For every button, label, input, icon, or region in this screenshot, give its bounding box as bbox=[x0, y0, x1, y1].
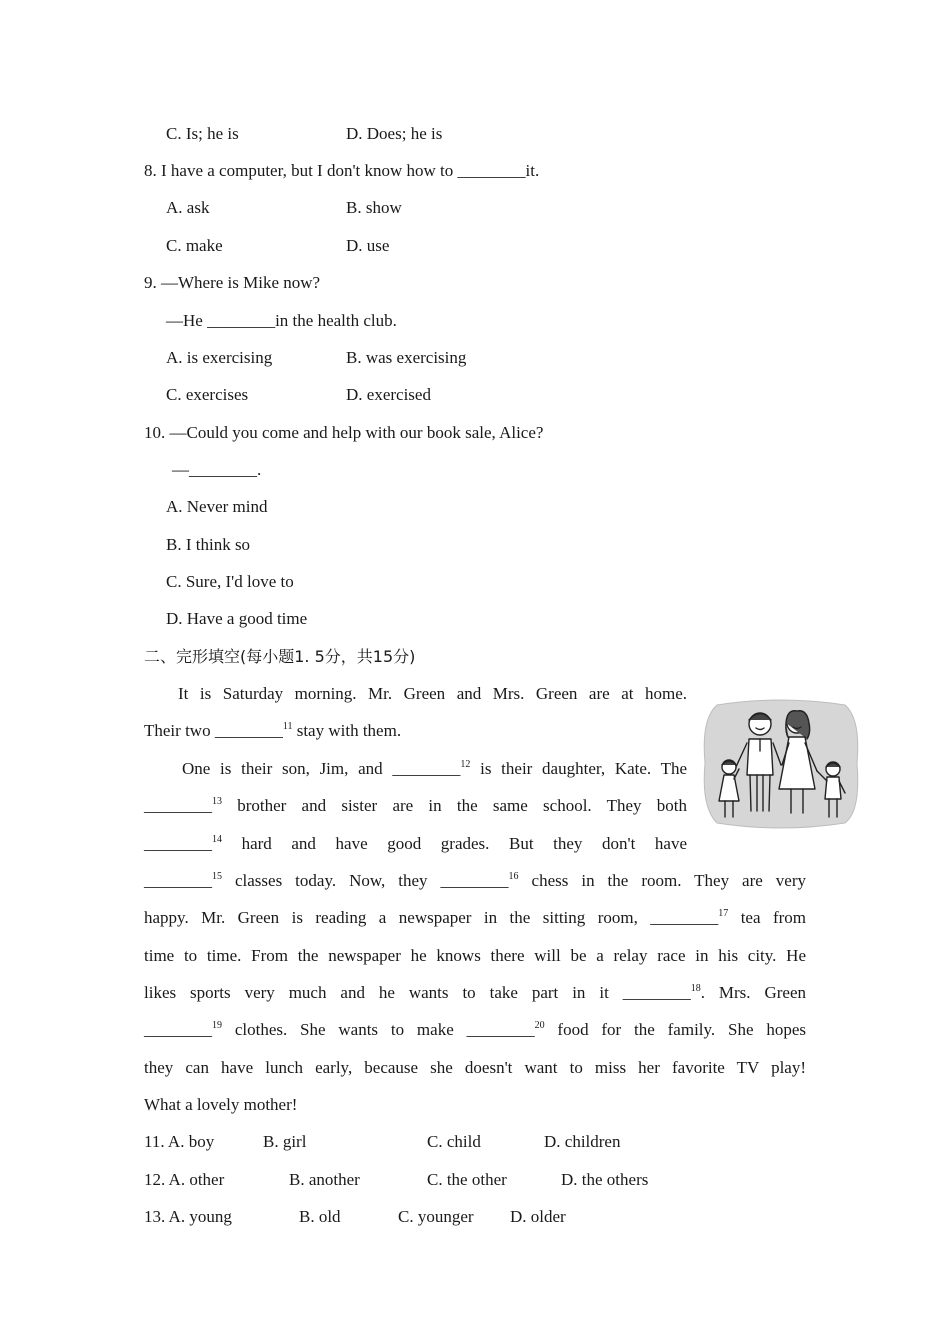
family-illustration-svg bbox=[703, 699, 859, 829]
blank-number-12: 12 bbox=[460, 759, 471, 770]
q8-option-b: B. show bbox=[346, 198, 402, 217]
blank-number-11: 11 bbox=[282, 721, 293, 732]
q12-option-a: 12. A. other bbox=[144, 1170, 225, 1189]
q11-option-b: B. girl bbox=[263, 1132, 307, 1151]
text: chess in the room. They are very bbox=[518, 871, 807, 890]
text: is their daughter, Kate. The bbox=[470, 759, 688, 778]
text: stay with them. bbox=[292, 721, 402, 740]
text: tea from bbox=[728, 908, 806, 927]
text: likes sports very much and he wants to take part in it ________ bbox=[144, 983, 691, 1002]
q13-option-c: C. younger bbox=[398, 1207, 474, 1226]
q12-option-c: C. the other bbox=[427, 1170, 507, 1189]
q8-option-c: C. make bbox=[166, 236, 223, 255]
q10-option-d: D. Have a good time bbox=[166, 609, 308, 628]
section-2-heading: 二、完形填空(每小题1. 5分，共15分) bbox=[144, 647, 416, 666]
q8-option-d: D. use bbox=[346, 236, 390, 255]
passage-line-7 bbox=[144, 907, 806, 929]
q12-option-b: B. another bbox=[289, 1170, 360, 1189]
text: hard and have good grades. But they don't have bbox=[222, 834, 687, 853]
blank-number-16: 16 bbox=[508, 871, 519, 882]
passage-line-3 bbox=[144, 758, 687, 780]
passage-line-10 bbox=[144, 1019, 806, 1041]
text: classes today. Now, they ________ bbox=[222, 871, 509, 890]
q12-option-d: D. the others bbox=[561, 1170, 649, 1189]
text: ________ bbox=[144, 796, 212, 815]
passage-line-11: they can have lunch early, because she doesn't want to miss her favorite TV play! bbox=[144, 1058, 806, 1077]
blank-number-17: 17 bbox=[718, 908, 729, 919]
blank-number-15: 15 bbox=[212, 871, 222, 882]
blank-number-20: 20 bbox=[534, 1020, 545, 1031]
text: brother and sister are in the same school. They both bbox=[222, 796, 687, 815]
text: One is their son, Jim, and ________ bbox=[182, 759, 461, 778]
q7-option-c: C. Is; he is bbox=[166, 124, 239, 143]
q13-option-d: D. older bbox=[510, 1207, 566, 1226]
q10-option-c: C. Sure, I'd love to bbox=[166, 572, 294, 591]
q9-option-c: C. exercises bbox=[166, 385, 249, 404]
passage-line-2 bbox=[144, 720, 401, 742]
text: Their two ________ bbox=[144, 721, 283, 740]
q11-option-a: 11. A. boy bbox=[144, 1132, 215, 1151]
q8-option-a: A. ask bbox=[166, 198, 210, 217]
text: ________ bbox=[144, 1020, 212, 1039]
text: ________ bbox=[144, 871, 212, 890]
q10-option-a: A. Never mind bbox=[166, 497, 268, 516]
blank-number-18: 18 bbox=[690, 983, 701, 994]
q9-option-b: B. was exercising bbox=[346, 348, 467, 367]
q8-stem: 8. I have a computer, but I don't know how to ________it. bbox=[144, 161, 540, 180]
family-illustration-icon bbox=[703, 699, 859, 829]
text: food for the family. She hopes bbox=[544, 1020, 806, 1039]
q11-option-c: C. child bbox=[427, 1132, 481, 1151]
passage-line-9 bbox=[144, 982, 806, 1004]
q11-option-d: D. children bbox=[544, 1132, 621, 1151]
blank-number-13: 13 bbox=[212, 796, 222, 807]
passage-line-12: What a lovely mother! bbox=[144, 1095, 298, 1114]
text: . Mrs. Green bbox=[700, 983, 806, 1002]
q13-option-b: B. old bbox=[299, 1207, 341, 1226]
q10-option-b: B. I think so bbox=[166, 535, 251, 554]
q7-option-d: D. Does; he is bbox=[346, 124, 443, 143]
blank-number-19: 19 bbox=[212, 1020, 222, 1031]
passage-line-5 bbox=[144, 833, 687, 855]
text: ________ bbox=[144, 834, 212, 853]
q10-reply: —________. bbox=[172, 460, 262, 479]
q9-option-d: D. exercised bbox=[346, 385, 431, 404]
q9-stem: 9. —Where is Mike now? bbox=[144, 273, 321, 292]
q9-reply: —He ________in the health club. bbox=[166, 311, 397, 330]
q9-option-a: A. is exercising bbox=[166, 348, 273, 367]
q13-option-a: 13. A. young bbox=[144, 1207, 232, 1226]
text: clothes. She wants to make ________ bbox=[222, 1020, 535, 1039]
q10-stem: 10. —Could you come and help with our book sale, Alice? bbox=[144, 423, 544, 442]
passage-line-6 bbox=[144, 870, 806, 892]
blank-number-14: 14 bbox=[212, 834, 222, 845]
text: happy. Mr. Green is reading a newspaper in the sitting room, ________ bbox=[144, 908, 719, 927]
passage-line-8: time to time. From the newspaper he knows there will be a relay race in his city. He bbox=[144, 946, 806, 965]
passage-line-4 bbox=[144, 795, 687, 817]
passage-line-1: It is Saturday morning. Mr. Green and Mrs. Green are at home. bbox=[178, 684, 687, 703]
